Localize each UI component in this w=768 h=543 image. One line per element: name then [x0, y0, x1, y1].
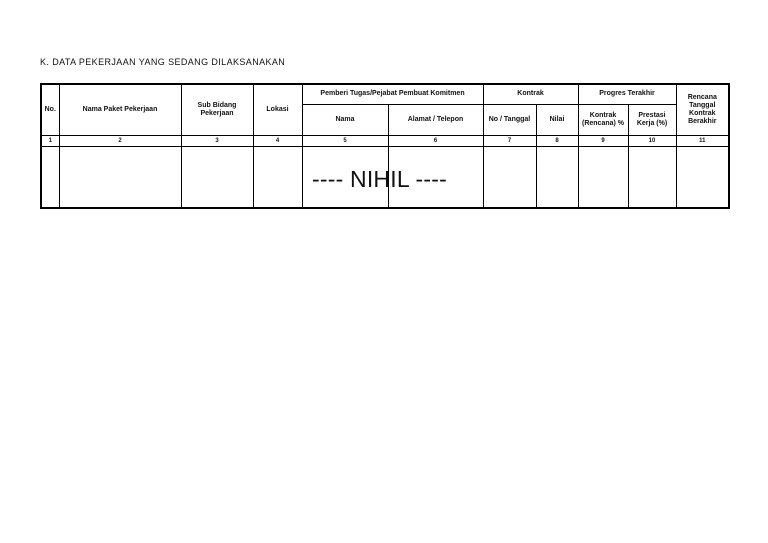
header-lokasi: Lokasi	[253, 84, 302, 135]
table-cell	[676, 146, 729, 208]
table-cell	[181, 146, 253, 208]
table-cell	[253, 146, 302, 208]
column-number: 11	[676, 135, 729, 146]
column-number: 5	[302, 135, 388, 146]
column-number: 8	[536, 135, 578, 146]
column-number: 10	[628, 135, 676, 146]
column-number: 6	[388, 135, 483, 146]
header-pemberi-nama: Nama	[302, 104, 388, 135]
table-cell	[628, 146, 676, 208]
column-number: 7	[483, 135, 536, 146]
table-cell	[578, 146, 628, 208]
column-number: 4	[253, 135, 302, 146]
header-kontrak: Kontrak	[483, 84, 578, 104]
header-nama-paket: Nama Paket Pekerjaan	[59, 84, 181, 135]
header-progres-kontrak: Kontrak (Rencana) %	[578, 104, 628, 135]
table-cell	[483, 146, 536, 208]
section-title: K. DATA PEKERJAAN YANG SEDANG DILAKSANAKAN	[40, 57, 286, 67]
header-pemberi-alamat: Alamat / Telepon	[388, 104, 483, 135]
header-progres-prestasi: Prestasi Kerja (%)	[628, 104, 676, 135]
header-kontrak-nilai: Nilai	[536, 104, 578, 135]
header-sub-bidang: Sub Bidang Pekerjaan	[181, 84, 253, 135]
column-number: 3	[181, 135, 253, 146]
header-kontrak-no-tanggal: No / Tanggal	[483, 104, 536, 135]
column-number: 1	[41, 135, 59, 146]
table-cell	[41, 146, 59, 208]
header-rencana: Rencana Tanggal Kontrak Berakhir	[676, 84, 729, 135]
column-number-row	[41, 135, 729, 146]
empty-state-text: ---- NIHIL ----	[312, 166, 447, 192]
header-pemberi-tugas: Pemberi Tugas/Pejabat Pembuat Komitmen	[302, 84, 483, 104]
header-no: No.	[41, 84, 59, 135]
column-number: 9	[578, 135, 628, 146]
header-row-1	[41, 84, 729, 104]
column-number: 2	[59, 135, 181, 146]
table-cell	[59, 146, 181, 208]
header-progres: Progres Terakhir	[578, 84, 676, 104]
table-cell	[536, 146, 578, 208]
